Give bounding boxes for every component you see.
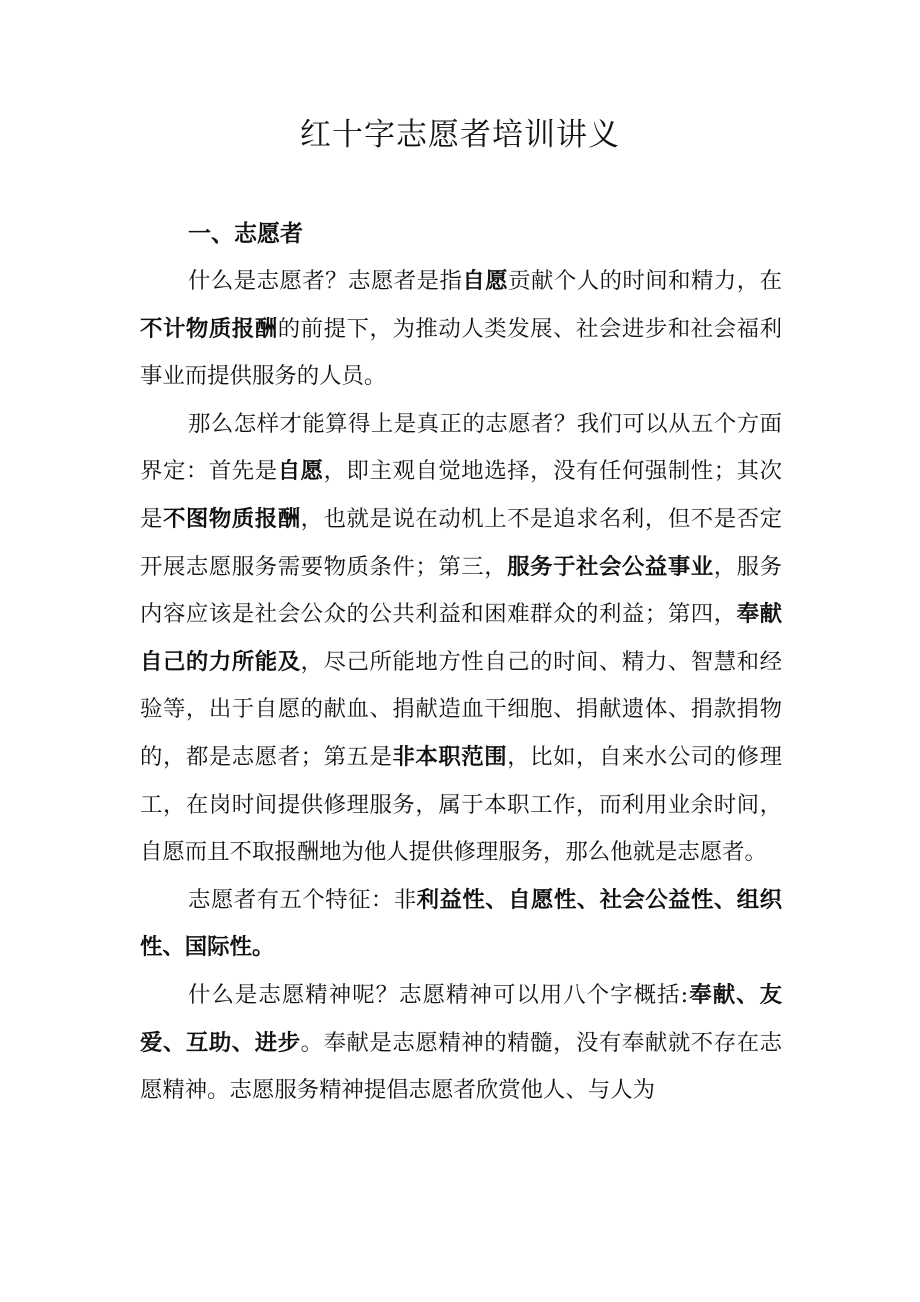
paragraph-text: 志愿者有五个特征：非 [188, 886, 417, 913]
paragraph-text: 什么是志愿精神呢？志愿精神可以用八个字概括: [188, 981, 689, 1008]
emphasis-text: 不图物质报酬 [162, 505, 301, 532]
document-body [140, 258, 782, 1115]
paragraph-text: ，服务内容应该是社会公众的公共利益和困难群众的利益；第四， [140, 553, 783, 628]
body-paragraph [140, 401, 782, 877]
emphasis-text: 自愿 [462, 268, 509, 294]
paragraph-text: 贡献个人的时间和精力，在 [508, 268, 783, 294]
section-heading: 一、志愿者 [188, 221, 303, 247]
emphasis-text: 不计物质报酬 [140, 315, 278, 342]
emphasis-text: 非本职范围 [392, 743, 508, 770]
emphasis-text: 奉献自己的力所能及 [140, 601, 783, 675]
body-paragraph [140, 258, 782, 401]
emphasis-text: 利益性、自愿性、社会公益性、组织性、国际性。 [140, 886, 783, 961]
emphasis-text: 自愿 [277, 458, 324, 485]
paragraph-text: ，比如，自来水公司的修理工，在岗时间提供修理服务，属于本职工作，而利用业余时间，自愿而且不取报酬地为他人提供修理服务，那么他就是志愿者。 [140, 743, 783, 866]
emphasis-text: 奉献、友爱、互助、进步 [140, 981, 783, 1056]
body-paragraph [140, 972, 782, 1115]
paragraph-text: 。奉献是志愿精神的精髓，没有奉献就不存在志愿精神。志愿服务精神提倡志愿者欣赏他人、与人为 [140, 1029, 783, 1104]
document-title: 红十字志愿者培训讲义 [300, 117, 620, 153]
paragraph-text: ，即主观自觉地选择，没有任何强制性；其次是 [140, 458, 783, 532]
body-paragraph [140, 877, 782, 972]
emphasis-text: 服务于社会公益事业 [507, 553, 714, 580]
paragraph-text: ，尽己所能地方性自己的时间、精力、智慧和经验等，出于自愿的献血、捐献造血干细胞、捐献遗体、捐款捐物的，都是志愿者；第五是 [140, 648, 783, 770]
paragraph-text: 那么怎样才能算得上是真正的志愿者？我们可以从五个方面界定：首先是 [140, 410, 782, 485]
paragraph-text: ，也就是说在动机上不是追求名利，但不是否定开展志愿服务需要物质条件；第三， [140, 505, 783, 580]
paragraph-text: 的前提下，为推动人类发展、社会进步和社会福利事业而提供服务的人员。 [140, 315, 783, 390]
paragraph-text: 什么是志愿者？志愿者是指 [188, 268, 463, 294]
